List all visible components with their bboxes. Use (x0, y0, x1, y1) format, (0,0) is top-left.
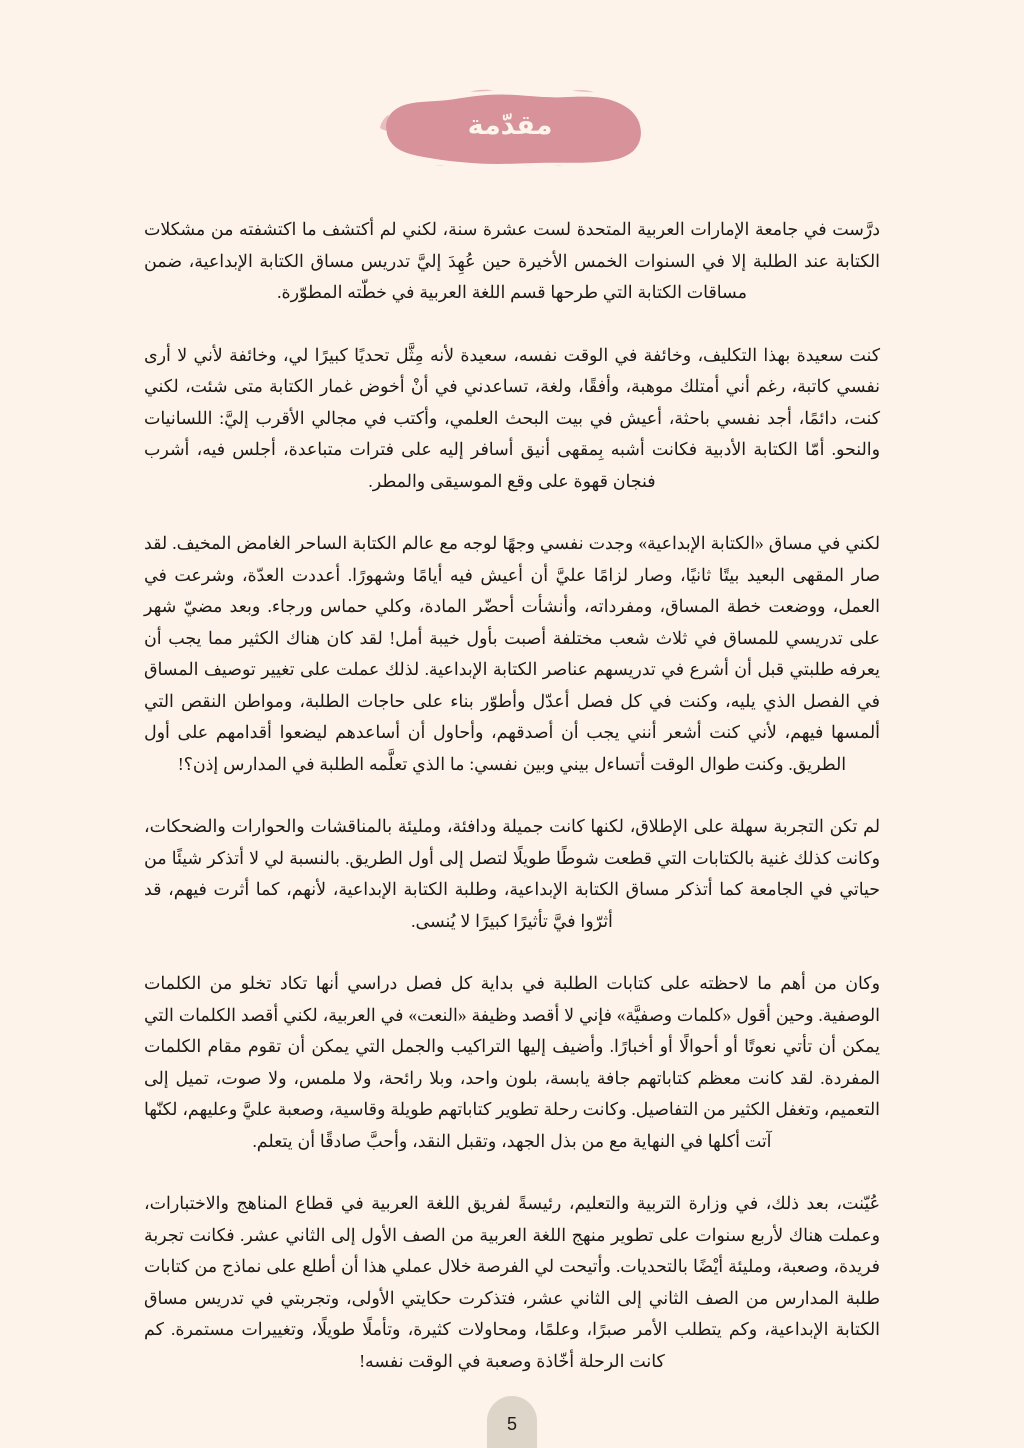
paragraph: وكان من أهم ما لاحظته على كتابات الطلبة في بداية كل فصل دراسي أنها تكاد تخلو من الكلمات الوصفية. وحين أقول «كلمات وصفيَّة» فإني لا أقصد وظيفة «النعت» في العربية، لكني أقصد الكلمات التي يمكن أن تأتي نعوتًا أو أحوالًا أو أخبارًا. وأضيف إليها التراكيب والجمل التي يمكن أن تقوم مقام الكلمات المفردة. لقد كانت معظم كتاباتهم جافة يابسة، بلون واحد، وبلا رائحة، ولا ملمس، ولا صوت، تميل إلى التعميم، وتغفل الكثير من التفاصيل. وكانت رحلة تطوير كتاباتهم طويلة وقاسية، وصعبة عليَّ وعليهم، لكنّها آتت أكلها في النهاية مع من بذل الجهد، وتقبل النقد، وأحبَّ صادقًا أن يتعلم. (144, 973, 880, 1151)
paragraph: درَّست في جامعة الإمارات العربية المتحدة لست عشرة سنة، لكني لم أكتشف ما اكتشفته من مشكلات الكتابة عند الطلبة إلا في السنوات الخمس الأخيرة حين عُهِدَ إليَّ تدريس مساق الكتابة الإبداعية، ضمن مساقات الكتابة التي طرحها قسم اللغة العربية في خطّته المطوّرة. (144, 219, 880, 302)
page-title: مقدّمة (467, 109, 553, 141)
page-number-tab (487, 1396, 537, 1448)
paragraph: عُيّنت، بعد ذلك، في وزارة التربية والتعليم، رئيسةً لفريق اللغة العربية في قطاع المناهج والاختبارات، وعملت هناك لأربع سنوات على تطوير منهج اللغة العربية من الصف الأول إلى الثاني عشر. فكانت تجربة فريدة، وصعبة، ومليئة أيْضًا بالتحديات. وأتيحت لي الفرصة خلال عملي هذا أن أطلع على نماذج من كتابات طلبة المدارس من الصف الثاني إلى الثاني عشر، فتذكرت حكايتي الأولى، وتجربتي في تدريس مساق الكتابة الإبداعية، وكم يتطلب الأمر صبرًا، وعلمًا، ومحاولات كثيرة، وتأملًا طويلًا، وتغييرات مستمرة. كم كانت الرحلة أخّاذة وصعبة في الوقت نفسه! (144, 1193, 880, 1371)
body-content (144, 214, 880, 1377)
paragraph: كنت سعيدة بهذا التكليف، وخائفة في الوقت نفسه، سعيدة لأنه مِثَّل تحديًا كبيرًا لي، وخائفة لأني لا أرى نفسي كاتبة، رغم أني أمتلك موهبة، وأفقًا، ولغة، تساعدني في أنْ أخوض غمار الكتابة متى شئت، لكني كنت، دائمًا، أجد نفسي باحثة، أعيش في بيت البحث العلمي، وأكتب في مجالي الأقرب إليَّ: اللسانيات والنحو. أمّا الكتابة الأدبية فكانت أشبه بِمقهى أنيق أسافر إليه على فترات متباعدة، أجلس فيه، أشرب فنجان قهوة على وقع الموسيقى والمطر. (144, 344, 880, 491)
paragraph: لكني في مساق «الكتابة الإبداعية» وجدت نفسي وجهًا لوجه مع عالم الكتابة الساحر الغامض المخيف. لقد صار المقهى البعيد بيتًا ثانيًا، وصار لزامًا عليَّ أن أعيش فيه أيامًا وشهورًا. أعددت العدّة، وشرعت في العمل، ووضعت خطة المساق، ومفرداته، وأنشأت أحضّر المادة، وكلي حماس ورجاء. وبعد مضيّ شهر على تدريسي للمساق في ثلاث شعب مختلفة أصبت بأول خيبة أمل! لقد كان هناك الكثير مما يجب أن يعرفه طلبتي قبل أن أشرع في تدريسهم عناصر الكتابة الإبداعية. لذلك عملت على تغيير توصيف المساق في الفصل الذي يليه، وكنت في كل فصل أعدّل وأطوّر بناء على حاجات الطلبة، ومواطن النقص التي ألمسها فيهم، لأني كنت أشعر أنني يجب أن أصدقهم، وأحاول أن أساعدهم ليضعوا أقدامهم على أول الطريق. وكنت طوال الوقت أتساءل بيني وبين نفسي: ما الذي تعلَّمه الطلبة في المدارس إذن؟! (144, 533, 880, 774)
paragraph: لم تكن التجربة سهلة على الإطلاق، لكنها كانت جميلة ودافئة، ومليئة بالمناقشات والحوارات والضحكات، وكانت كذلك غنية بالكتابات التي قطعت شوطًا طويلًا لتصل إلى أول الطريق. بالنسبة لي لا أتذكر شيئًا من حياتي في الجامعة كما أتذكر مساق الكتابة الإبداعية، وطلبة الكتابة الإبداعية، لأنهم، كما أثرت فيهم، قد أثرّوا فيَّ تأثيرًا كبيرًا لا يُنسى. (144, 816, 880, 931)
section-title-banner (0, 86, 1024, 172)
page-number: 5 (507, 1414, 518, 1434)
